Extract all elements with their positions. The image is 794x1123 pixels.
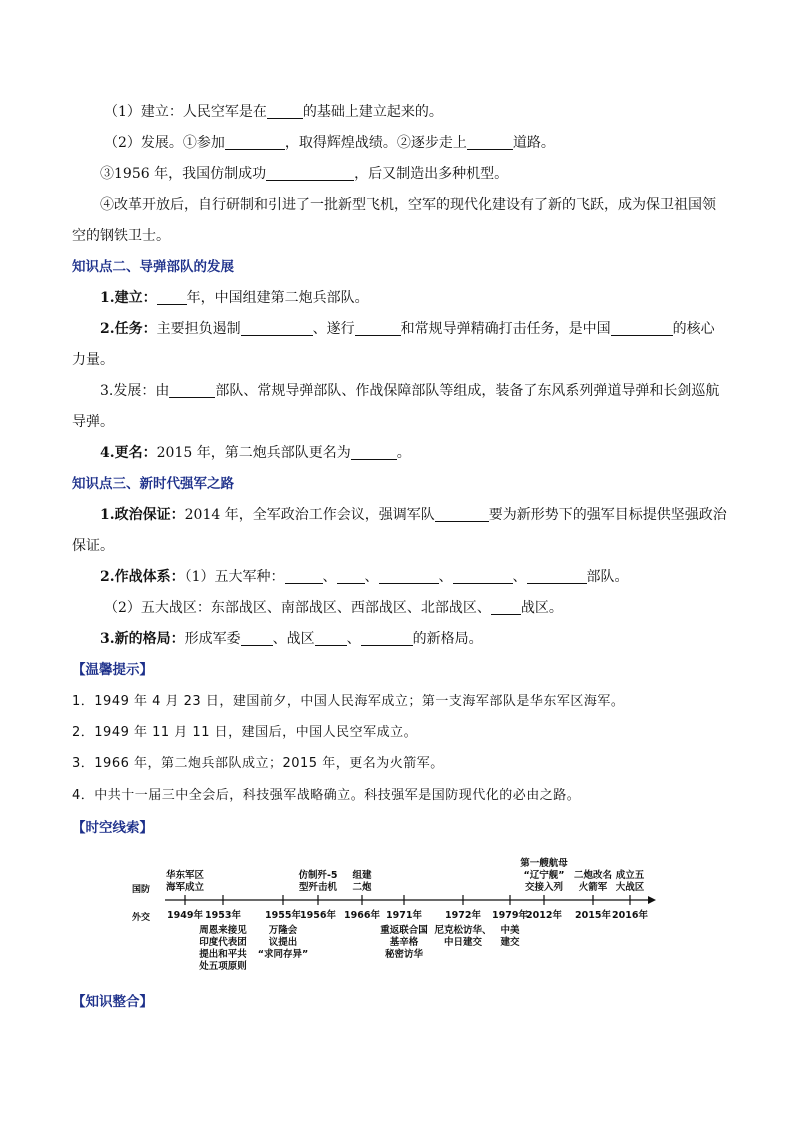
fill-blank[interactable] bbox=[351, 444, 397, 460]
tips-heading: 【温馨提示】 bbox=[72, 662, 153, 678]
text: 空的钢铁卫士。 bbox=[72, 228, 170, 244]
text: 和常规导弹精确打击任务，是中国 bbox=[400, 321, 611, 337]
timeline-event-diplomacy: 议提出 bbox=[268, 937, 298, 948]
fill-blank[interactable] bbox=[266, 165, 354, 181]
timeline-event-diplomacy: 中日建交 bbox=[443, 937, 483, 948]
text: （2）发展。①参加 bbox=[104, 135, 225, 151]
text: 部队、常规导弹部队、作战保障部队等组成，装备了东风系列弹道导弹和长剑巡航 bbox=[215, 383, 720, 399]
item-label: 1.建立： bbox=[100, 290, 157, 306]
text: 年，中国组建第二炮兵部队。 bbox=[186, 290, 369, 306]
item-label: 3.新的格局： bbox=[100, 631, 185, 647]
text: 、 bbox=[438, 569, 453, 585]
fill-blank[interactable] bbox=[241, 320, 313, 336]
text: 、 bbox=[322, 569, 337, 585]
missile-item-3-line2 bbox=[72, 412, 722, 432]
text: 的基础上建立起来的。 bbox=[302, 104, 443, 120]
item-label: 2.作战体系： bbox=[100, 569, 185, 585]
timeline-event-defense: 成立五 bbox=[615, 870, 645, 881]
text: ③1956 年，我国仿制成功 bbox=[100, 166, 267, 182]
fill-blank[interactable] bbox=[169, 382, 215, 398]
timeline-year: 1966年 bbox=[344, 910, 380, 921]
integration-heading: 【知识整合】 bbox=[72, 994, 153, 1010]
timeline-year: 1949年 bbox=[167, 910, 203, 921]
timeline-event-defense: 第一艘航母 bbox=[520, 858, 568, 869]
timeline-event-diplomacy: 重返联合国 bbox=[380, 925, 428, 936]
air-force-item-1 bbox=[104, 102, 754, 122]
strong-military-item-1-line2 bbox=[72, 536, 722, 556]
timeline-event-defense: 二炮 bbox=[352, 882, 372, 893]
text: 2015 年，第二炮兵部队更名为 bbox=[156, 445, 351, 461]
fill-blank[interactable] bbox=[157, 289, 187, 305]
strong-military-item-4 bbox=[100, 629, 750, 649]
section-heading-missile: 知识点二、导弹部队的发展 bbox=[72, 259, 234, 275]
strong-military-item-2 bbox=[100, 567, 750, 587]
text: （1）五大军种： bbox=[184, 569, 285, 585]
strong-military-item-3 bbox=[104, 598, 754, 618]
text: 。 bbox=[396, 445, 411, 461]
timeline-event-diplomacy: 中美 bbox=[500, 925, 520, 936]
item-label: 1.政治保证： bbox=[100, 507, 185, 523]
air-force-item-4-line1 bbox=[100, 195, 750, 215]
fill-blank[interactable] bbox=[467, 134, 513, 150]
missile-item-3 bbox=[100, 381, 750, 401]
fill-blank[interactable] bbox=[241, 630, 273, 646]
text: 保证。 bbox=[72, 538, 114, 554]
text: 2014 年，全军政治工作会议，强调军队 bbox=[184, 507, 435, 523]
timeline-event-diplomacy: 万隆会 bbox=[268, 925, 298, 936]
timeline-event-diplomacy: 秘密访华 bbox=[384, 949, 424, 960]
text: 、 bbox=[512, 569, 527, 585]
timeline-event-diplomacy: 印度代表团 bbox=[199, 937, 247, 948]
timeline-arrow bbox=[648, 896, 656, 904]
timeline-event-diplomacy: 建交 bbox=[500, 937, 520, 948]
timeline-year: 1979年 bbox=[492, 910, 528, 921]
text: （1）建立：人民空军是在 bbox=[104, 104, 267, 120]
timeline-year: 2012年 bbox=[526, 910, 562, 921]
fill-blank[interactable] bbox=[355, 320, 401, 336]
timeline-year: 1953年 bbox=[205, 910, 241, 921]
strong-military-item-1 bbox=[100, 505, 750, 525]
item-label: 4.更名： bbox=[100, 445, 157, 461]
text: （2）五大战区：东部战区、南部战区、西部战区、北部战区、 bbox=[104, 600, 491, 616]
air-force-item-3 bbox=[100, 164, 750, 184]
text: 主要担负遏制 bbox=[156, 321, 241, 337]
timeline-year: 1956年 bbox=[300, 910, 336, 921]
timeline-event-diplomacy: 尼克松访华、 bbox=[434, 925, 492, 936]
timeline-label-diplomacy: 外交 bbox=[132, 913, 151, 923]
fill-blank[interactable] bbox=[527, 568, 587, 584]
tip-item: 4．中共十一届三中全会后，科技强军战略确立。科技强军是国防现代化的必由之路。 bbox=[72, 788, 581, 803]
text: 的核心 bbox=[672, 321, 715, 337]
timeline-event-defense: 交接入列 bbox=[524, 882, 564, 893]
text: 、战区 bbox=[272, 631, 315, 647]
text: 的新格局。 bbox=[412, 631, 483, 647]
text: 、 bbox=[346, 631, 361, 647]
tip-item: 3．1966 年，第二炮兵部队成立；2015 年，更名为火箭军。 bbox=[72, 756, 444, 771]
timeline-label-defense: 国防 bbox=[132, 885, 151, 895]
missile-item-2-line2 bbox=[72, 350, 722, 370]
timeline-heading: 【时空线索】 bbox=[72, 820, 153, 836]
fill-blank[interactable] bbox=[453, 568, 513, 584]
timeline-year: 1972年 bbox=[445, 910, 481, 921]
timeline-year: 2015年 bbox=[575, 910, 611, 921]
item-label: 2.任务： bbox=[100, 321, 157, 337]
fill-blank[interactable] bbox=[267, 103, 303, 119]
fill-blank[interactable] bbox=[435, 506, 489, 522]
missile-item-2 bbox=[100, 319, 750, 339]
item-label: 3.发展： bbox=[100, 383, 156, 399]
section-heading-strong-military: 知识点三、新时代强军之路 bbox=[72, 476, 234, 492]
fill-blank[interactable] bbox=[361, 630, 413, 646]
timeline-event-defense: 大战区 bbox=[615, 882, 645, 893]
fill-blank[interactable] bbox=[285, 568, 323, 584]
text: 由 bbox=[155, 383, 170, 399]
timeline-event-diplomacy: 处五项原则 bbox=[199, 961, 247, 972]
text: 、遂行 bbox=[312, 321, 355, 337]
text: ，后又制造出多种机型。 bbox=[354, 166, 509, 182]
timeline-event-defense: 仿制歼-5 bbox=[298, 870, 338, 881]
text: 要为新形势下的强军目标提供坚强政治 bbox=[488, 507, 727, 523]
air-force-item-4-line2 bbox=[72, 226, 722, 246]
tip-item: 2．1949 年 11 月 11 日，建国后，中国人民空军成立。 bbox=[72, 725, 418, 740]
fill-blank[interactable] bbox=[379, 568, 439, 584]
timeline-year: 1971年 bbox=[386, 910, 422, 921]
fill-blank[interactable] bbox=[315, 630, 347, 646]
fill-blank[interactable] bbox=[491, 599, 521, 615]
text: 道路。 bbox=[512, 135, 555, 151]
text: ，取得辉煌战绩。②逐步走上 bbox=[284, 135, 467, 151]
timeline-event-diplomacy: 基辛格 bbox=[389, 937, 419, 948]
text: 形成军委 bbox=[184, 631, 241, 647]
air-force-item-2 bbox=[104, 133, 754, 153]
timeline-event-defense: 华东军区 bbox=[165, 870, 205, 881]
timeline-event-defense: 火箭军 bbox=[578, 882, 608, 893]
text: 战区。 bbox=[520, 600, 563, 616]
missile-item-4 bbox=[100, 443, 750, 463]
tip-item: 1．1949 年 4 月 23 日，建国前夕，中国人民海军成立；第一支海军部队是华东军区海军。 bbox=[72, 694, 625, 709]
fill-blank[interactable] bbox=[225, 134, 285, 150]
text: ④改革开放后，自行研制和引进了一批新型飞机，空军的现代化建设有了新的飞跃，成为保卫祖国领 bbox=[100, 197, 716, 213]
fill-blank[interactable] bbox=[337, 568, 365, 584]
timeline-diagram bbox=[120, 842, 680, 982]
text: 力量。 bbox=[72, 352, 114, 368]
text: 部队。 bbox=[586, 569, 629, 585]
text: 、 bbox=[364, 569, 379, 585]
timeline-event-defense: 二炮改名 bbox=[573, 870, 613, 881]
text: 导弹。 bbox=[72, 414, 114, 430]
timeline-event-defense: “辽宁舰” bbox=[523, 870, 565, 881]
timeline-event-defense: 组建 bbox=[352, 870, 372, 881]
missile-item-1 bbox=[100, 288, 750, 308]
timeline-year: 2016年 bbox=[612, 910, 648, 921]
fill-blank[interactable] bbox=[611, 320, 673, 336]
timeline-event-diplomacy: “求同存异” bbox=[257, 949, 309, 960]
timeline-event-diplomacy: 提出和平共 bbox=[199, 949, 247, 960]
timeline-event-diplomacy: 周恩来接见 bbox=[199, 925, 247, 936]
timeline-event-defense: 型歼击机 bbox=[298, 882, 338, 893]
timeline-year: 1955年 bbox=[265, 910, 301, 921]
timeline-event-defense: 海军成立 bbox=[165, 882, 205, 893]
